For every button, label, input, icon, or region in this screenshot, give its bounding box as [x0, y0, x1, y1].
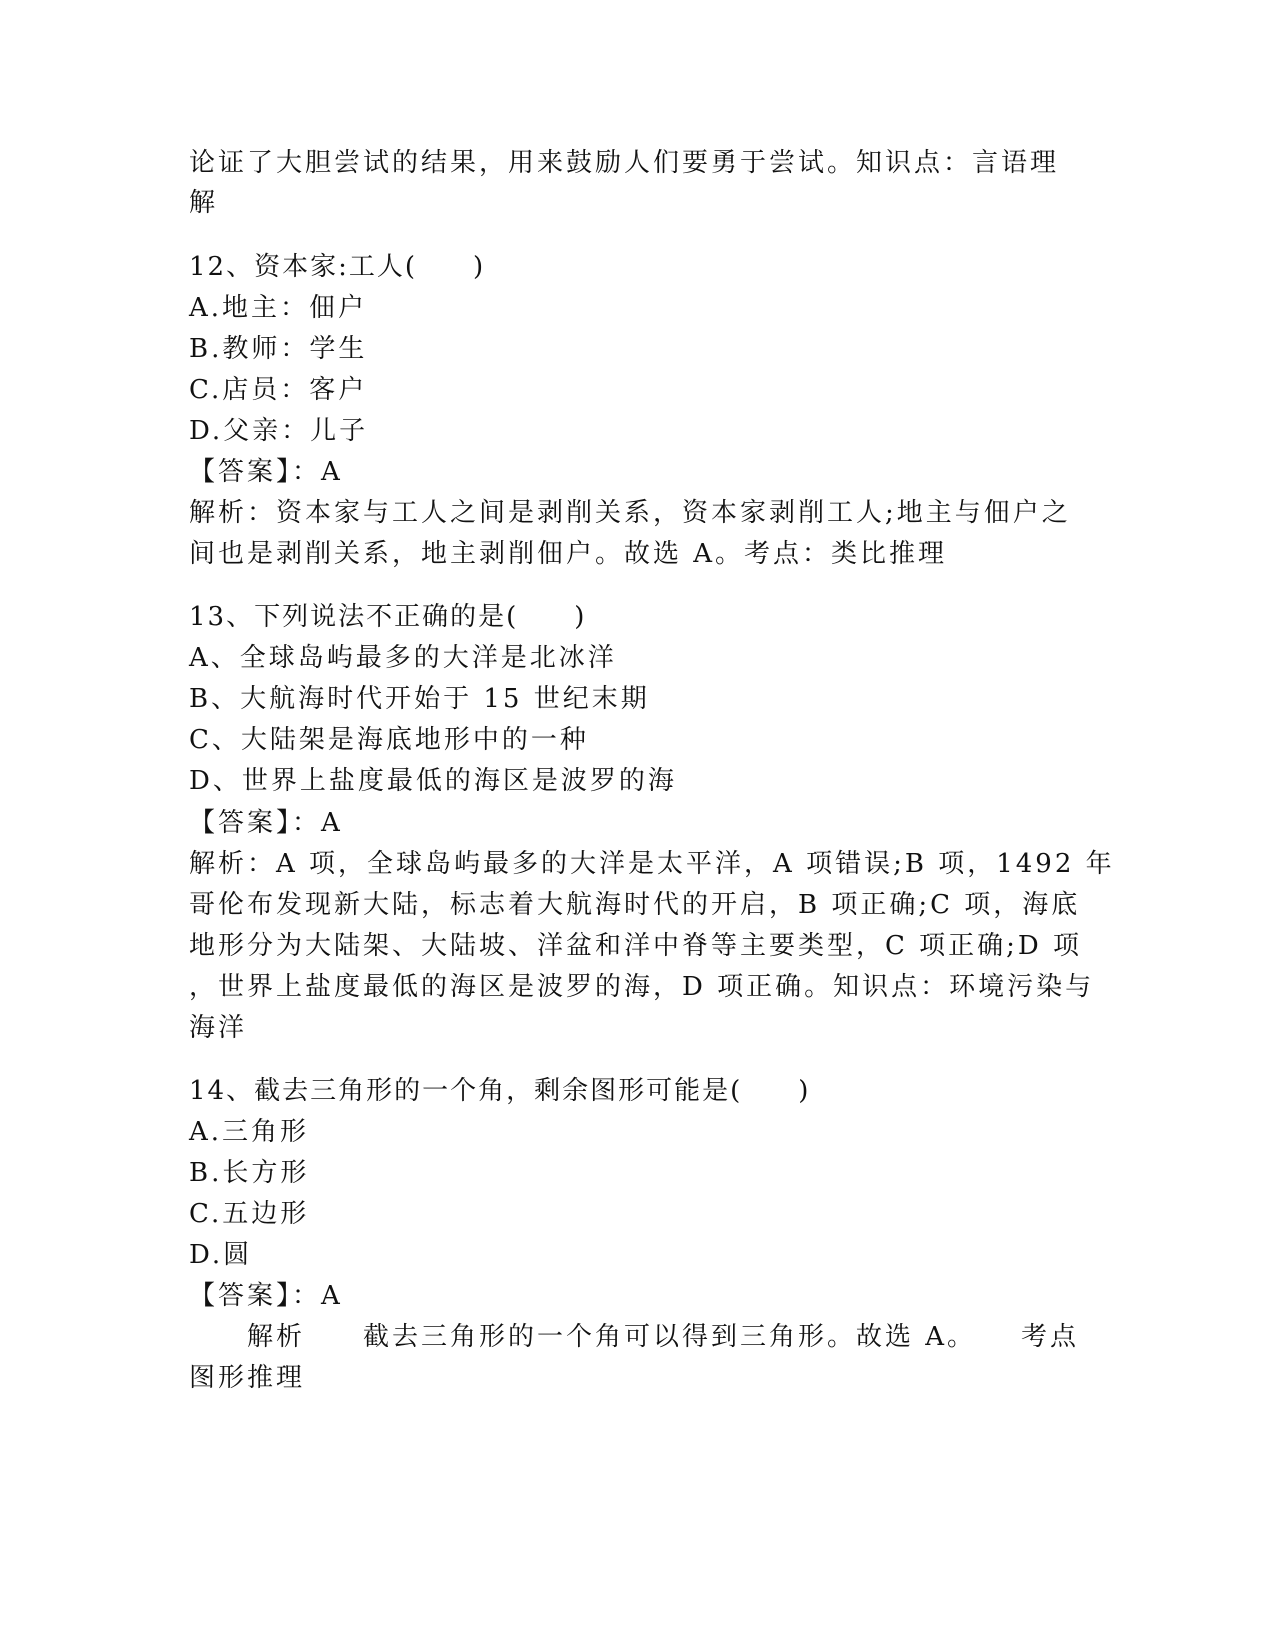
q13-option-c: C、大陆架是海底地形中的一种 — [189, 725, 589, 755]
q14-option-d: D.圆 — [189, 1240, 253, 1270]
q12-analysis-line-1: 解析：资本家与工人之间是剥削关系，资本家剥削工人;地主与佃户之 — [189, 498, 1071, 528]
q14-question: 14、截去三角形的一个角，剩余图形可能是( ) — [189, 1076, 811, 1106]
intro-line-2: 解 — [189, 188, 219, 218]
q14-analysis-line-2: 图形推理 — [189, 1363, 306, 1393]
q12-analysis-line-2: 间也是剥削关系，地主剥削佃户。故选 A。考点：类比推理 — [189, 539, 948, 569]
q13-analysis-line-2: 哥伦布发现新大陆，标志着大航海时代的开启，B 项正确;C 项，海底 — [189, 890, 1081, 920]
q14-option-b: B.长方形 — [189, 1158, 310, 1188]
q13-analysis-line-1: 解析：A 项，全球岛屿最多的大洋是太平洋，A 项错误;B 项，1492 年 — [189, 849, 1115, 879]
q13-option-d: D、世界上盐度最低的海区是波罗的海 — [189, 766, 677, 796]
q13-analysis-line-5: 海洋 — [189, 1013, 248, 1043]
q12-option-b: B.教师：学生 — [189, 334, 368, 364]
q12-answer: 【答案】：A — [189, 457, 343, 487]
q12-option-c: C.店员：客户 — [189, 375, 368, 405]
q13-analysis-line-3: 地形分为大陆架、大陆坡、洋盆和洋中脊等主要类型，C 项正确;D 项 — [189, 931, 1083, 961]
q12-option-a: A.地主：佃户 — [189, 293, 368, 323]
q14-analysis-line-1: 解析 截去三角形的一个角可以得到三角形。故选 A。 考点 — [189, 1322, 1080, 1352]
q12-option-d: D.父亲：儿子 — [189, 416, 369, 446]
q14-answer: 【答案】：A — [189, 1281, 343, 1311]
q13-question: 13、下列说法不正确的是( ) — [189, 602, 587, 632]
q13-option-a: A、全球岛屿最多的大洋是北冰洋 — [189, 643, 617, 673]
q14-option-c: C.五边形 — [189, 1199, 310, 1229]
q13-analysis-line-4: ，世界上盐度最低的海区是波罗的海，D 项正确。知识点：环境污染与 — [189, 972, 1095, 1002]
q13-option-b: B、大航海时代开始于 15 世纪末期 — [189, 684, 650, 714]
q12-question: 12、资本家:工人( ) — [189, 252, 486, 282]
intro-line-1: 论证了大胆尝试的结果，用来鼓励人们要勇于尝试。知识点：言语理 — [189, 148, 1060, 178]
q14-option-a: A.三角形 — [189, 1117, 310, 1147]
q13-answer: 【答案】：A — [189, 808, 343, 838]
